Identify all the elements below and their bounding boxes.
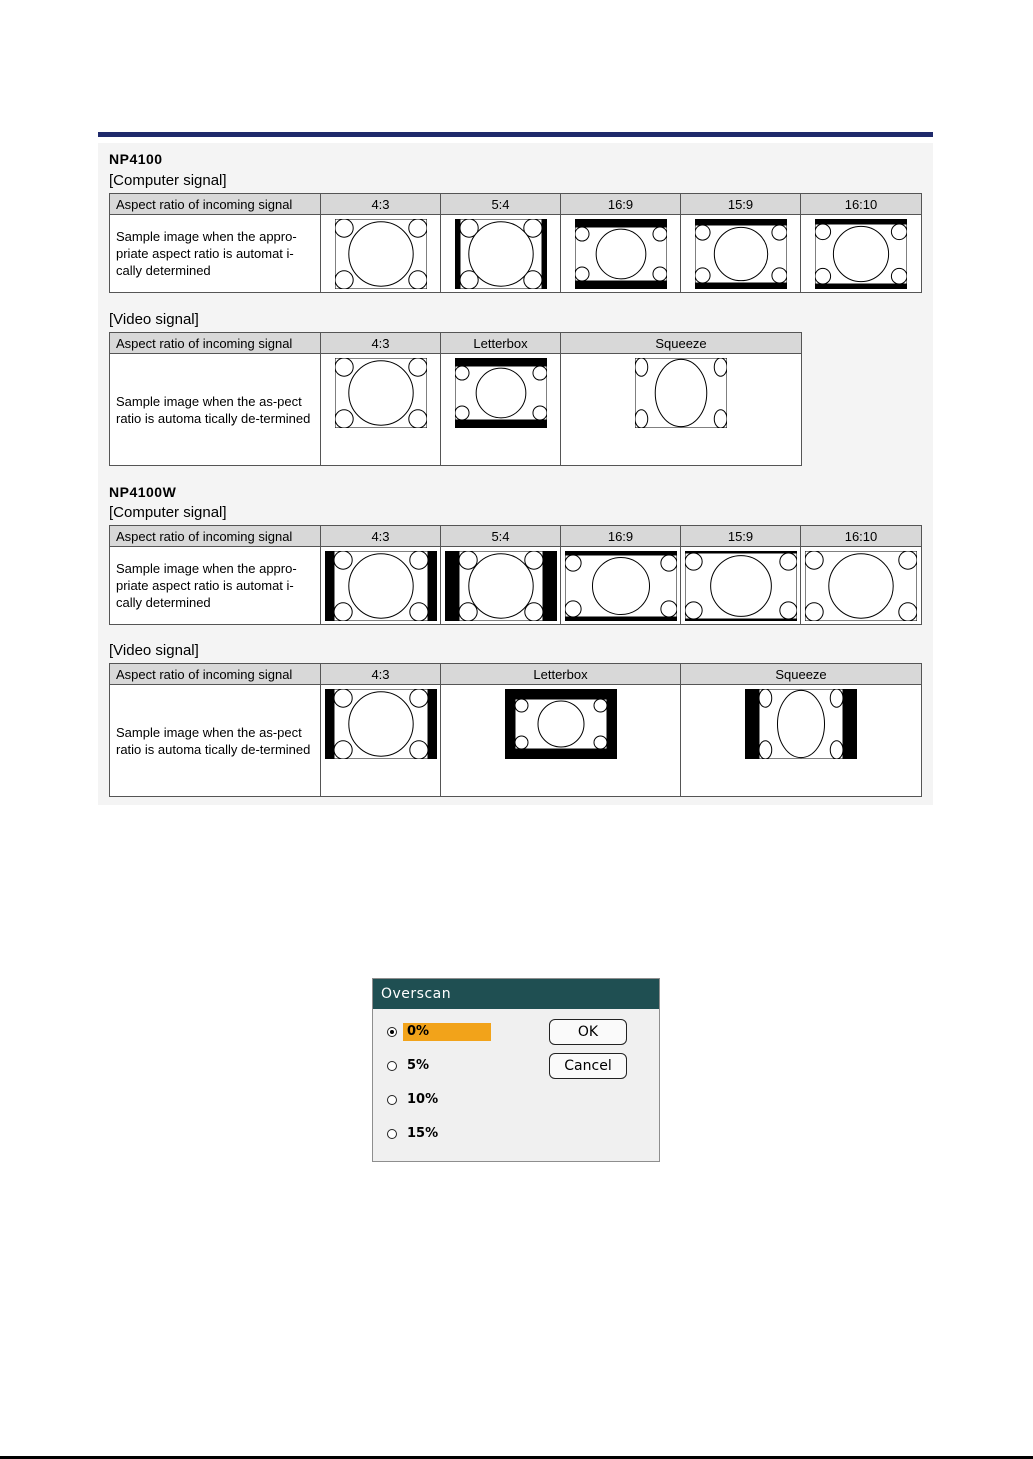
aspect-sample-squeeze-image [745, 689, 857, 759]
column-header: 16:9 [561, 194, 681, 215]
aspect-sample-squeeze-image [635, 358, 727, 428]
video-signal-heading: [Video signal] [109, 311, 199, 328]
aspect-sample-15-9-image [695, 219, 787, 289]
sample-cell [561, 215, 681, 293]
option-label: 0% [403, 1023, 491, 1041]
aspect-sample-16-10-image [815, 219, 907, 289]
cancel-button[interactable]: Cancel [549, 1053, 627, 1079]
np4100-video-table [109, 332, 802, 466]
sample-cell [801, 547, 922, 625]
column-header: 16:10 [801, 526, 922, 547]
row-label: Sample image when the as-pect ratio is automa tically de-termined [110, 685, 321, 797]
sample-cell [681, 215, 801, 293]
dialog-title: Overscan [373, 979, 659, 1009]
aspect-sample-4-3-image [325, 689, 437, 759]
np4100w-video-table [109, 663, 922, 797]
aspect-sample-letterbox-image [505, 689, 617, 759]
sample-cell [801, 215, 922, 293]
radio-icon[interactable] [387, 1061, 397, 1071]
aspect-sample-4-3-image [335, 219, 427, 289]
aspect-sample-16-9-image [565, 551, 677, 621]
computer-signal-heading: [Computer signal] [109, 504, 227, 521]
overscan-option-5[interactable] [387, 1057, 433, 1075]
aspect-sample-5-4-image [455, 219, 547, 289]
np4100w-computer-table [109, 525, 922, 625]
column-header: Squeeze [561, 333, 802, 354]
row-label: Sample image when the appro-priate aspect ratio is automat i-cally determined [110, 547, 321, 625]
sample-cell [321, 215, 441, 293]
column-header: 15:9 [681, 526, 801, 547]
aspect-sample-16-10-image [805, 551, 917, 621]
column-header: 4:3 [321, 664, 441, 685]
column-header: 15:9 [681, 194, 801, 215]
row-label: Sample image when the appro-priate aspect ratio is automat i-cally determined [110, 215, 321, 293]
aspect-sample-5-4-image [445, 551, 557, 621]
overscan-option-15[interactable] [387, 1125, 442, 1143]
column-header: 4:3 [321, 526, 441, 547]
header-label: Aspect ratio of incoming signal [110, 194, 321, 215]
sample-cell [561, 547, 681, 625]
aspect-sample-16-9-image [575, 219, 667, 289]
sample-cell [441, 354, 561, 466]
option-label: 10% [407, 1092, 439, 1107]
option-label: 15% [407, 1126, 439, 1141]
sample-cell [441, 547, 561, 625]
column-header: 5:4 [441, 526, 561, 547]
overscan-option-10[interactable] [387, 1091, 442, 1109]
aspect-sample-letterbox-image [455, 358, 547, 428]
column-header: Squeeze [681, 664, 922, 685]
overscan-dialog [372, 978, 660, 1162]
np4100-computer-table [109, 193, 922, 293]
top-rule [98, 132, 933, 137]
model-heading-np4100: NP4100 [109, 151, 163, 167]
radio-icon[interactable] [387, 1129, 397, 1139]
sample-cell [441, 215, 561, 293]
header-label: Aspect ratio of incoming signal [110, 664, 321, 685]
row-label: Sample image when the as-pect ratio is automa tically de-termined [110, 354, 321, 466]
ok-button[interactable]: OK [549, 1019, 627, 1045]
column-header: 4:3 [321, 194, 441, 215]
aspect-sample-4-3-image [325, 551, 437, 621]
radio-icon[interactable] [387, 1095, 397, 1105]
column-header: 5:4 [441, 194, 561, 215]
model-heading-np4100w: NP4100W [109, 484, 177, 500]
column-header: 4:3 [321, 333, 441, 354]
video-signal-heading: [Video signal] [109, 642, 199, 659]
sample-cell [681, 547, 801, 625]
header-label: Aspect ratio of incoming signal [110, 526, 321, 547]
sample-cell [681, 685, 922, 797]
aspect-sample-15-9-image [685, 551, 797, 621]
column-header: 16:10 [801, 194, 922, 215]
radio-selected-icon[interactable] [387, 1027, 397, 1037]
sample-cell [321, 685, 441, 797]
sample-cell [321, 547, 441, 625]
computer-signal-heading: [Computer signal] [109, 172, 227, 189]
sample-cell [441, 685, 681, 797]
column-header: Letterbox [441, 664, 681, 685]
sample-cell [321, 354, 441, 466]
aspect-sample-4-3-image [335, 358, 427, 428]
column-header: 16:9 [561, 526, 681, 547]
sample-cell [561, 354, 802, 466]
overscan-option-0[interactable] [387, 1023, 491, 1041]
header-label: Aspect ratio of incoming signal [110, 333, 321, 354]
option-label: 5% [407, 1058, 430, 1073]
column-header: Letterbox [441, 333, 561, 354]
